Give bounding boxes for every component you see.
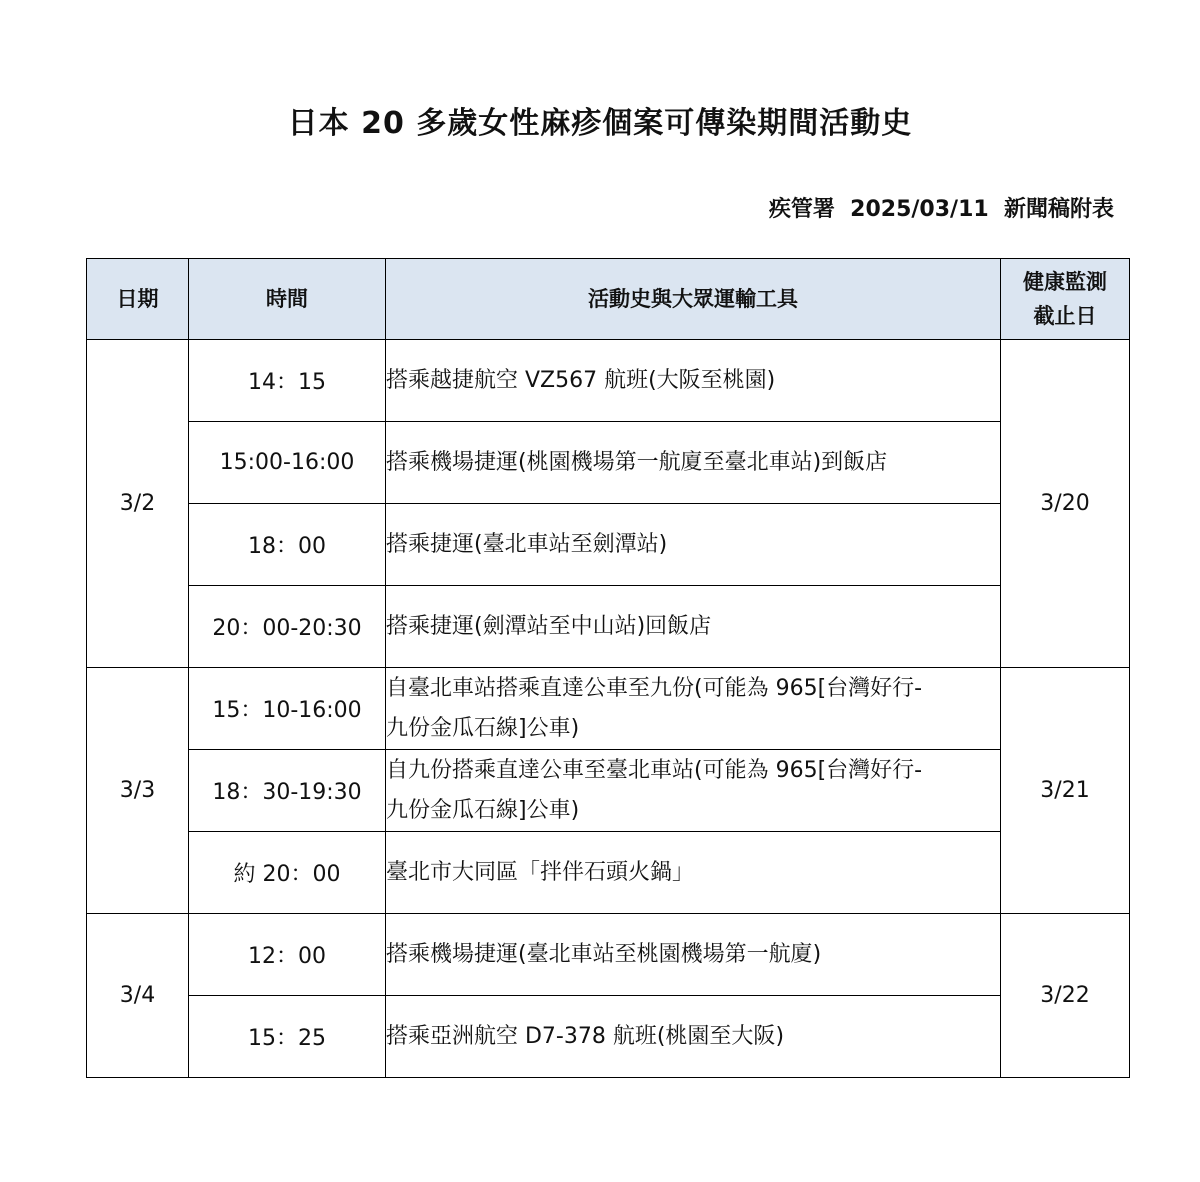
document-title: 日本 20 多歲女性麻疹個案可傳染期間活動史: [287, 106, 913, 141]
header-deadline-line1: 健康監測: [1023, 270, 1107, 294]
activity-cell: 臺北市大同區「拌伴石頭火鍋」: [386, 832, 1001, 914]
table-row: [87, 832, 1130, 914]
header-deadline-line2: 截止日: [1033, 304, 1097, 328]
deadline-cell: 3/21: [1001, 668, 1130, 914]
activity-line: 自臺北車站搭乘直達公車至九份(可能為 965[台灣好行-: [386, 675, 923, 701]
time-cell: 14：15: [189, 340, 386, 422]
deadline-cell: 3/20: [1001, 340, 1130, 668]
table-row: [87, 914, 1130, 996]
date-cell: 3/2: [87, 340, 189, 668]
table-row: [87, 422, 1130, 504]
activity-cell: 搭乘機場捷運(臺北車站至桃園機場第一航廈): [386, 914, 1001, 996]
activity-line: 自九份搭乘直達公車至臺北車站(可能為 965[台灣好行-: [386, 757, 923, 783]
activity-cell: 搭乘捷運(臺北車站至劍潭站): [386, 504, 1001, 586]
table-row: [87, 750, 1130, 832]
deadline-cell: 3/22: [1001, 914, 1130, 1078]
activity-cell: 搭乘捷運(劍潭站至中山站)回飯店: [386, 586, 1001, 668]
activity-cell: [386, 750, 1001, 832]
table-header-row: [87, 259, 1130, 340]
time-cell: 18：00: [189, 504, 386, 586]
table-row: [87, 586, 1130, 668]
table-row: [87, 504, 1130, 586]
activity-cell: 搭乘亞洲航空 D7-378 航班(桃園至大阪): [386, 996, 1001, 1078]
date-cell: 3/3: [87, 668, 189, 914]
table-row: [87, 668, 1130, 750]
time-cell: 18：30-19:30: [189, 750, 386, 832]
header-activity: 活動史與大眾運輸工具: [386, 259, 1001, 340]
date-cell: 3/4: [87, 914, 189, 1078]
activity-cell: 搭乘越捷航空 VZ567 航班(大阪至桃園): [386, 340, 1001, 422]
table-row: [87, 340, 1130, 422]
time-cell: 12：00: [189, 914, 386, 996]
header-time: 時間: [189, 259, 386, 340]
header-deadline: [1001, 259, 1130, 340]
time-cell: 約 20：00: [189, 832, 386, 914]
activity-cell: 搭乘機場捷運(桃園機場第一航廈至臺北車站)到飯店: [386, 422, 1001, 504]
time-cell: 15:00-16:00: [189, 422, 386, 504]
activity-line: 九份金瓜石線]公車): [386, 797, 580, 823]
activity-line: 九份金瓜石線]公車): [386, 715, 580, 741]
header-date: 日期: [87, 259, 189, 340]
document-source: 疾管署 2025/03/11 新聞稿附表: [768, 197, 1114, 222]
activity-cell: [386, 668, 1001, 750]
time-cell: 20：00-20:30: [189, 586, 386, 668]
time-cell: 15：25: [189, 996, 386, 1078]
time-cell: 15：10-16:00: [189, 668, 386, 750]
activity-table: [86, 258, 1130, 1078]
table-row: [87, 996, 1130, 1078]
